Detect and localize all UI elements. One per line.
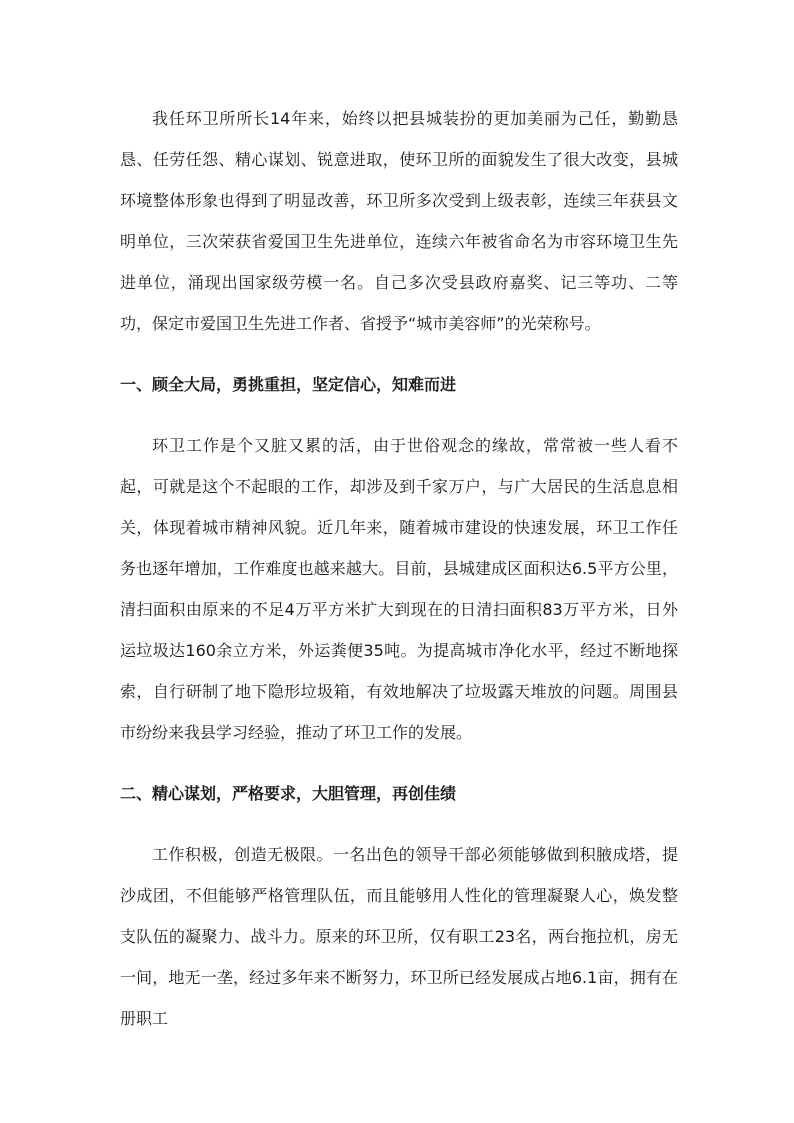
paragraph-section-1: 环卫工作是个又脏又累的活，由于世俗观念的缘故，常常被一些人看不起，可就是这个不起眼的工作，却涉及到千家万户，与广大居民的生活息息相关，体现着城市精神风貌。近几年来，随着城市建设的快速发展，环卫工作任务也逐年增加，工作难度也越来越大。目前，县城建成区面积达6.5平方公里，清扫面积由原来的不足4万平方米扩大到现在的日清扫面积83万平方米，日外运垃圾达160余立方米，外运粪便35吨。为提高城市净化水平，经过不断地探索，自行研制了地下隐形垃圾箱，有效地解决了垃圾露天堆放的问题。周围县市纷纷来我县学习经验，推动了环卫工作的发展。	[120, 436, 678, 742]
paragraph-intro: 我任环卫所所长14年来，始终以把县城装扮的更加美丽为己任，勤勤恳恳、任劳任怨、精心谋划、锐意进取，使环卫所的面貌发生了很大改变，县城环境整体形象也得到了明显改善，环卫所多次受到上级表彰，连续三年获县文明单位，三次荣获省爱国卫生先进单位，连续六年被省命名为市容环境卫生先进单位，涌现出国家级劳模一名。自己多次受县政府嘉奖、记三等功、二等功，保定市爱国卫生先进工作者、省授予“城市美容师”的光荣称号。	[120, 109, 678, 333]
section-heading-1: 一、顾全大局，勇挑重担，坚定信心，知难而进	[120, 375, 457, 394]
document-body	[120, 98, 678, 1039]
section-heading-2: 二、精心谋划，严格要求，大胆管理，再创佳绩	[120, 784, 457, 803]
paragraph-section-2: 工作积极，创造无极限。一名出色的领导干部必须能够做到积腋成塔，提沙成团，不但能够严格管理队伍，而且能够用人性化的管理凝聚人心，焕发整支队伍的凝聚力、战斗力。原来的环卫所，仅有职工23名，两台拖拉机，房无一间，地无一垄，经过多年来不断努力，环卫所已经发展成占地6.1亩，拥有在册职工	[120, 845, 678, 1028]
